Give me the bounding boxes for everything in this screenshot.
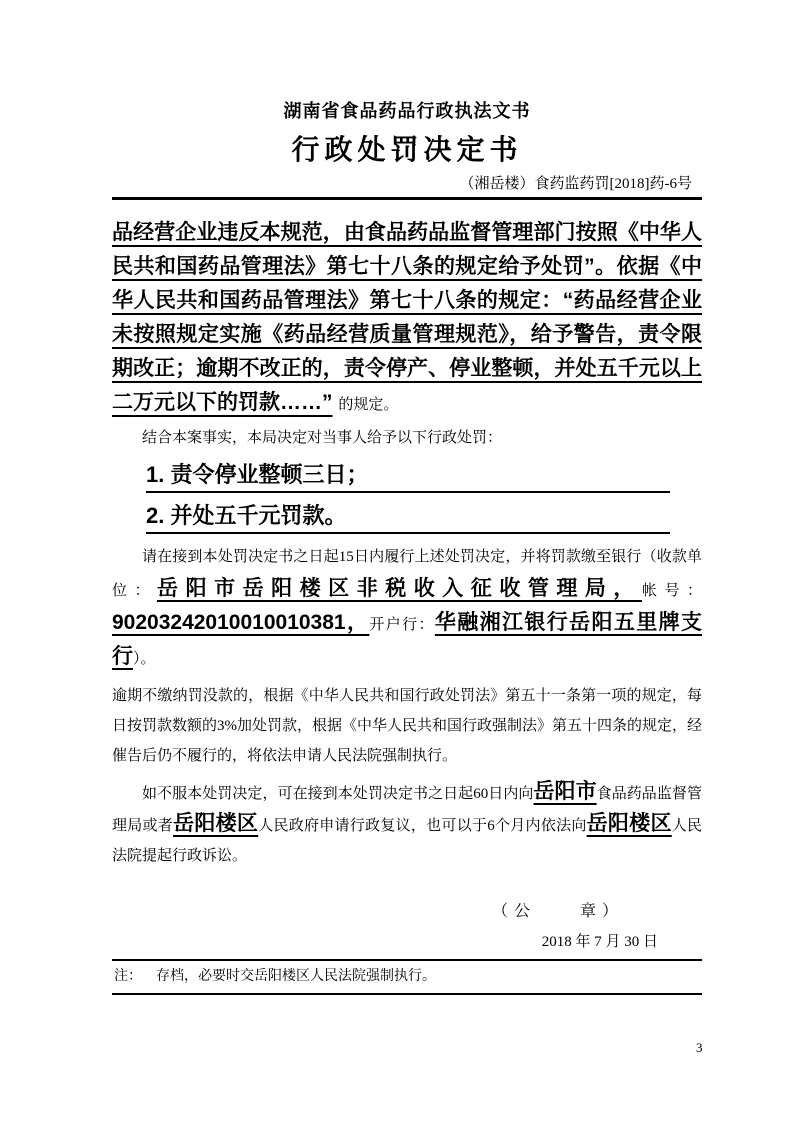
payment-prefix: 请在接到本处罚决定书之日起15日内履行上述处罚决定，并将罚款缴至银行（收款单位： [112, 549, 702, 599]
header-divider-rule [112, 197, 702, 200]
appeal-authority-city: 岳阳市 [533, 780, 597, 803]
penalty-item-1: 1. 责令停业整顿三日； [146, 461, 670, 493]
document-content [112, 0, 702, 995]
page-number: 3 [696, 1040, 703, 1055]
seal-placeholder: （公 章） [491, 903, 624, 920]
legal-quote-paragraph [112, 216, 702, 422]
payment-suffix: ）。 [133, 651, 156, 667]
signature-date: 2018 年 7 月 30 日 [541, 934, 658, 950]
penalty-item-2: 2. 并处五千元罚款。 [146, 502, 670, 534]
payment-bank-name: 华融湘江银行岳阳五里牌支行 [112, 611, 702, 668]
appeal-part3: 人民政府申请行政复议，也可以于6个月内依法向 [258, 818, 587, 834]
doc-title: 行政处罚决定书 [291, 135, 523, 166]
payment-account-number: 90203242010010010381， [112, 611, 370, 634]
decision-intro: 结合本案事实，本局决定对当事人给予以下行政处罚： [142, 430, 503, 446]
appeal-authority-district: 岳阳楼区 [173, 812, 259, 835]
appeal-part4: 人民法院提起行政诉讼。 [112, 818, 703, 864]
footer-note [112, 961, 702, 993]
legal-quote-text: 品经营企业违反本规范，由食品药品监督管理部门按照《中华人民共和国药品管理法》第七十八条的规定给予处罚”。依据《中华人民共和国药品管理法》第七十八条的规定：“药品经营企业未按照规定实施《药品经营质量管理规范》，给予警告，责令限期改正；逾期不改正的，责令停产、停业整顿，并处五千元以上二万元以下的罚款……” [112, 221, 702, 414]
footer-note-label: 注： [114, 969, 142, 984]
payment-payee: 岳阳市岳阳楼区非税收入征收管理局， [157, 577, 642, 600]
doc-number: （湘岳楼）食药监药罚[2018]药-6号 [459, 176, 692, 192]
footer-note-text: 存档，必要时交岳阳楼区人民法院强制执行。 [156, 969, 436, 984]
payment-account-label: 帐号： [641, 583, 702, 599]
note-bottom-rule [112, 993, 702, 995]
payment-bank-label: 开户行： [369, 617, 435, 633]
appeal-part2: 食品药品监督管理局或者 [112, 786, 702, 834]
appeal-part1: 如不服本处罚决定，可在接到本处罚决定书之日起60日内向 [142, 786, 534, 802]
doc-category-heading: 湖南省食品药品行政执法文书 [283, 101, 531, 121]
overdue-clause: 逾期不缴纳罚没款的，根据《中华人民共和国行政处罚法》第五十一条第一项的规定，每日按罚款数额的3%加处罚款，根据《中华人民共和国行政强制法》第五十四条的规定，经催告后仍不履行的，将依法申请人民法院强制执行。 [112, 688, 702, 764]
appeal-court-district: 岳阳楼区 [586, 812, 672, 835]
payment-paragraph [112, 542, 702, 675]
legal-quote-suffix: 的规定。 [338, 397, 399, 413]
appeal-paragraph [112, 777, 702, 871]
